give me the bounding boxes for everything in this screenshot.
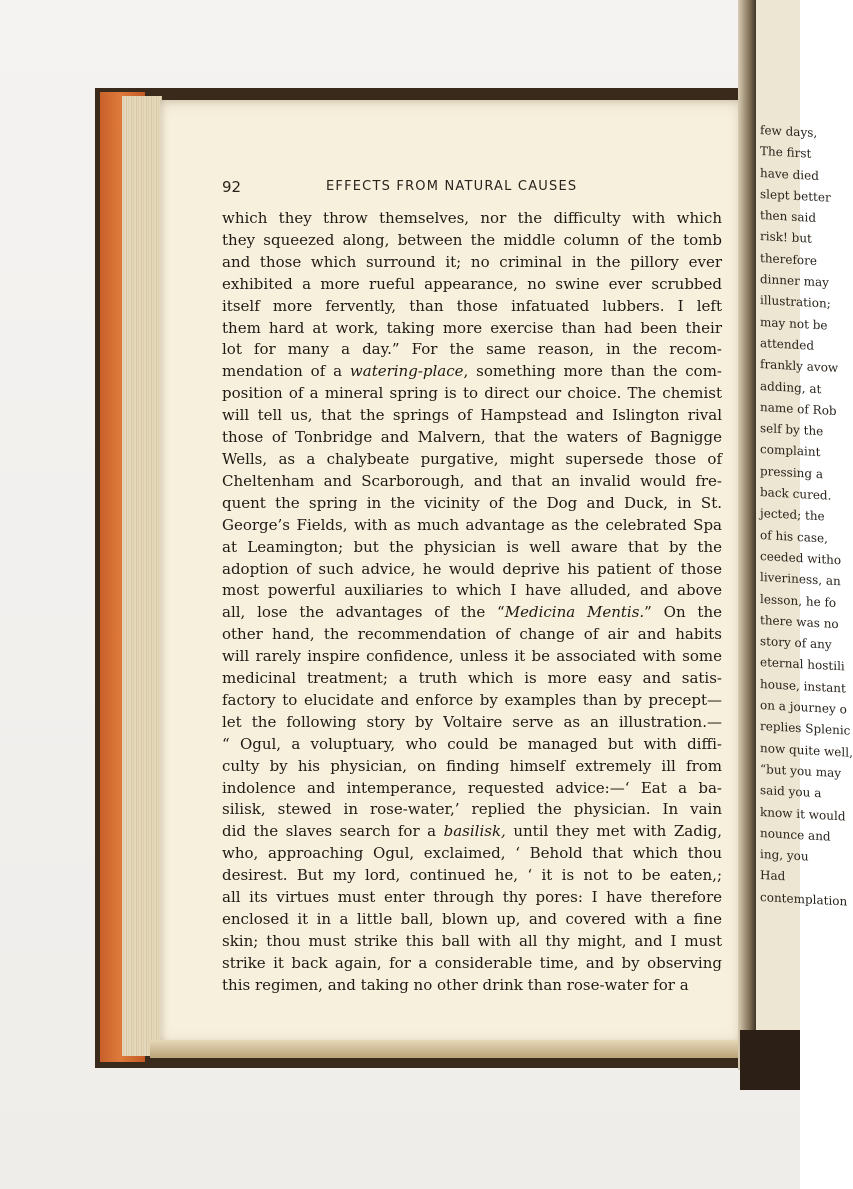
facing-line: eternal hostili [760,655,845,674]
facing-line: liveriness, an [760,570,841,589]
text-line: those of Tonbridge and Malvern, that the waters of Bagnigge [222,428,722,447]
text-line: lot for many a day.” For the same reason, in the recom- [222,340,722,359]
facing-page-text [760,120,853,1042]
facing-line: self by the [760,421,824,439]
facing-line: contemplation [760,889,848,909]
facing-line: frankly avow [760,357,839,376]
text-line: factory to elucidate and enforce by examples than by precept— [222,690,722,709]
text-line: all, lose the advantages of the “Medicina Mentis.” On the [222,603,722,622]
facing-line: Had [760,868,786,884]
facing-line: ceeded witho [760,548,842,568]
facing-line: nounce and [760,825,831,844]
facing-line: may not be [760,314,828,333]
facing-line: have died [760,165,819,183]
text-line: adoption of such advice, he would deprive his patient of those [222,559,722,578]
facing-line: said you a [760,783,822,801]
facing-line: back cured. [760,485,832,503]
text-line: exhibited a more rueful appearance, no swine ever scrubbed [222,274,722,293]
text-line: skin; thou must strike this ball with all thy might, and I must [222,931,722,950]
text-line: did the slaves search for a basilisk, until they met with Zadig, [222,822,722,841]
facing-line: slept better [760,186,831,205]
text-line: quent the spring in the vicinity of the Dog and Duck, in St. [222,493,722,512]
text-line: and those which surround it; no criminal in the pillory ever [222,252,722,271]
text-line: George’s Fields, with as much advantage as the celebrated Spa [222,515,722,534]
facing-line: there was no [760,612,839,631]
text-line: at Leamington; but the physician is well aware that by the [222,537,722,556]
facing-line: dinner may [760,272,829,290]
facing-line: The first [760,144,812,161]
facing-line: ing, you [760,847,809,864]
text-line: mendation of a watering-place, something more than the com- [222,362,722,381]
facing-line: few days, [760,123,818,140]
body-text [222,208,722,997]
page-edges [122,96,162,1056]
page-header [222,178,722,202]
text-line: all its virtues must enter through thy pores: I have therefore [222,888,722,907]
text-line: strike it back again, for a considerable time, and by observing [222,953,722,972]
facing-line: of his case, [760,527,828,546]
facing-line: on a journey o [760,698,847,717]
facing-line: replies Splenic [760,719,851,739]
facing-line: therefore [760,250,817,268]
text-line: enclosed it in a little ball, blown up, and covered with a fine [222,910,722,928]
text-line: which they throw themselves, nor the difficulty with which [222,209,722,227]
text-line: will tell us, that the springs of Hampstead and Islington rival [222,406,722,425]
text-line: Wells, as a chalybeate purgative, might supersede those of [222,449,722,468]
facing-line: then said [760,208,817,226]
facing-line: name of Rob [760,399,837,418]
facing-line: adding, at [760,378,822,396]
facing-line: illustration; [760,293,831,312]
facing-line: jected; the [760,506,825,524]
facing-line: now quite well, [760,740,853,760]
facing-line: risk! but [760,229,812,247]
book-gutter [738,0,758,1070]
facing-line: attended [760,335,815,353]
facing-line: story of any [760,634,832,652]
facing-line: pressing a [760,463,824,482]
text-line: will rarely inspire confidence, unless it be associated with some [222,647,722,666]
facing-line: know it would [760,804,846,823]
text-line: itself more fervently, than those infatuated lubbers. I left [222,296,722,315]
text-line: this regimen, and taking no other drink than rose-water for a [222,975,689,994]
text-line: silisk, stewed in rose-water,’ replied the physician. In vain [222,800,722,819]
text-line: who, approaching Ogul, exclaimed, ‘ Behold that which thou [222,844,722,863]
text-line: desirest. But my lord, continued he, ‘ it is not to be eaten,; [222,866,722,885]
page-bottom-edge [150,1040,755,1058]
facing-line: lesson, he fo [760,591,837,610]
running-head: EFFECTS FROM NATURAL CAUSES [326,179,578,194]
text-line: them hard at work, taking more exercise than had been their [222,318,722,337]
facing-line: “but you may [760,761,842,781]
text-line: indolence and intemperance, requested advice:—‘ Eat a ba- [222,778,722,797]
text-line: medicinal treatment; a truth which is more easy and satis- [222,669,722,688]
text-line: they squeezed along, between the middle column of the tomb [222,230,722,249]
text-line: culty by his physician, on finding himself extremely ill from [222,756,722,775]
text-line: “ Ogul, a voluptuary, who could be managed but with diffi- [222,734,722,753]
page-number: 92 [222,178,242,196]
facing-line: house, instant [760,676,846,696]
text-line: Cheltenham and Scarborough, and that an invalid would fre- [222,471,722,490]
text-line: other hand, the recommendation of change of air and habits [222,625,722,644]
text-line: let the following story by Voltaire serve as an illustration.— [222,712,722,731]
text-line: most powerful auxiliaries to which I have alluded, and above [222,581,722,600]
facing-line: complaint [760,442,821,460]
text-line: position of a mineral spring is to direct our choice. The chemist [222,384,722,403]
